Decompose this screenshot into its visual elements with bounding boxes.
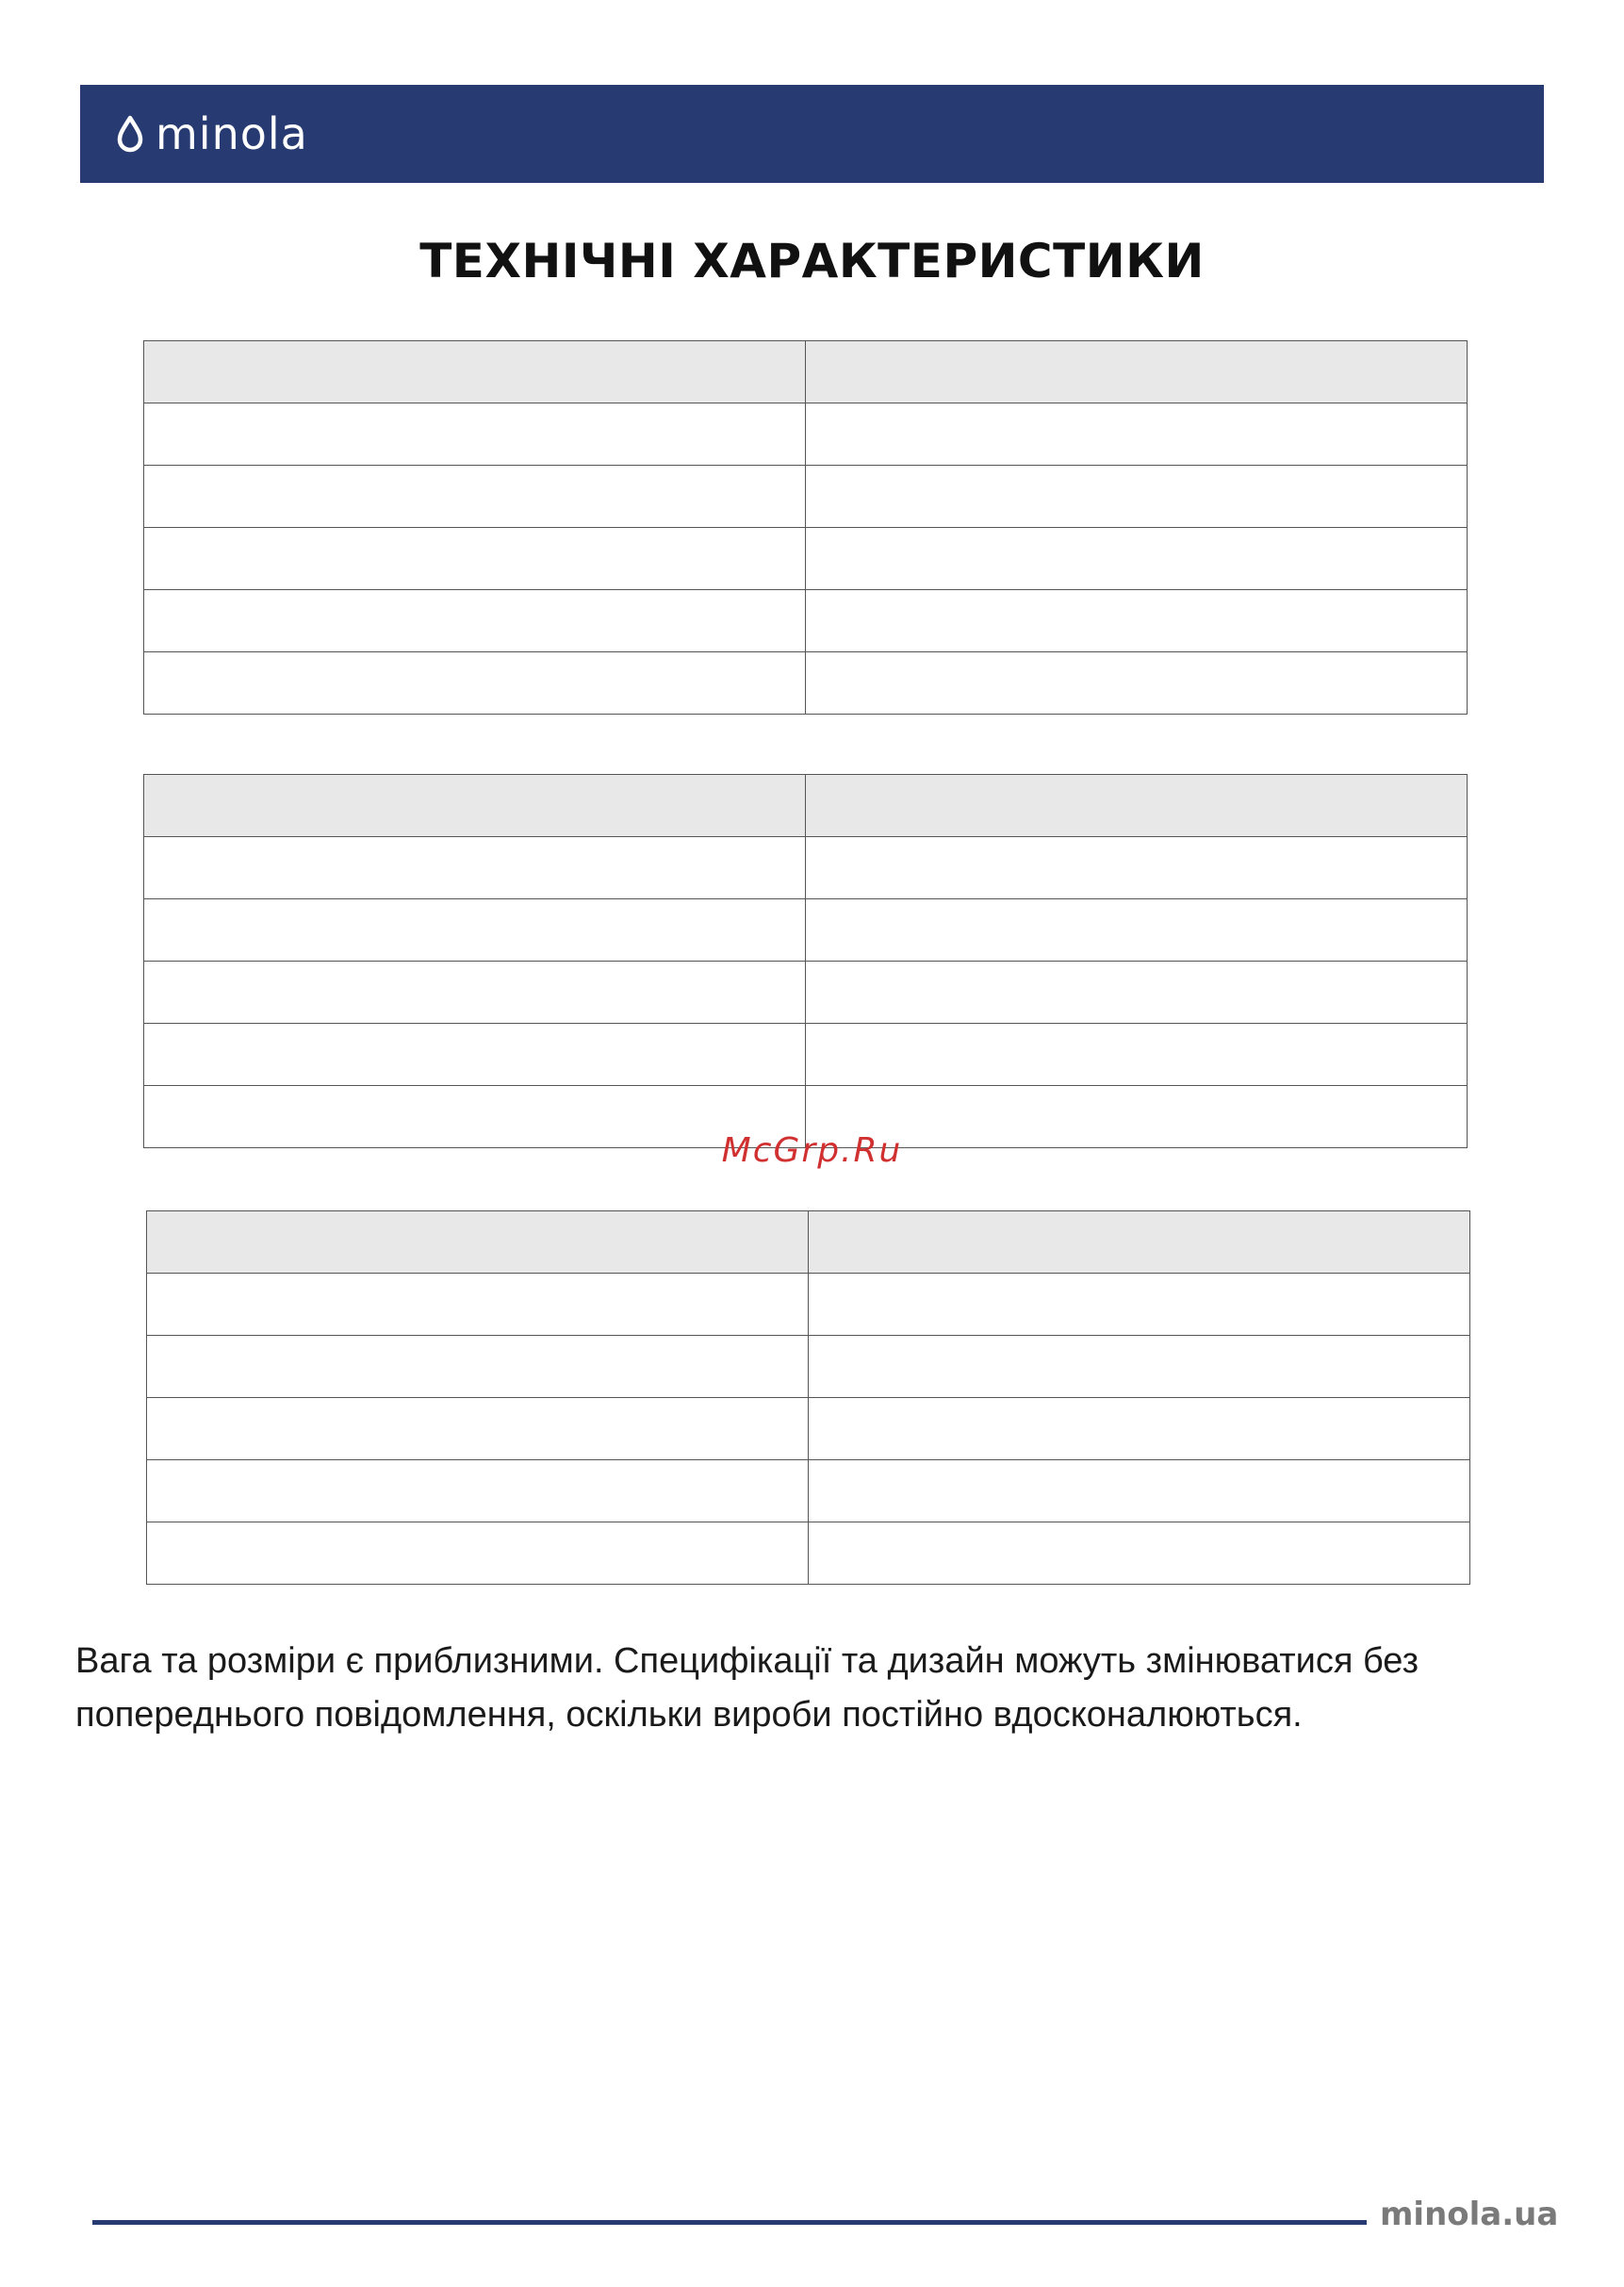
table-cell [147,1274,809,1336]
table-row [144,899,1468,962]
spec-table-1 [143,340,1468,715]
table-row [147,1460,1470,1522]
table-cell [806,590,1468,652]
drop-icon [116,115,144,153]
table-row [147,1398,1470,1460]
table-header-cell [147,1211,809,1274]
footer-divider [92,2220,1367,2225]
table-cell [809,1274,1470,1336]
table-cell [806,466,1468,528]
table-row [144,466,1468,528]
table-header-cell [144,775,806,837]
brand-name: minola [156,108,308,159]
table-cell [144,590,806,652]
table-cell [809,1460,1470,1522]
table-cell [806,528,1468,590]
table-header-cell [806,341,1468,403]
table-row [144,403,1468,466]
table-cell [806,899,1468,962]
table-header-cell [806,775,1468,837]
table-header-cell [144,341,806,403]
table-cell [806,962,1468,1024]
spec-table-3 [146,1210,1470,1585]
table-header-row [144,775,1468,837]
table-cell [147,1336,809,1398]
table-row [144,528,1468,590]
table-row [144,962,1468,1024]
table-header-row [144,341,1468,403]
spec-table-2 [143,774,1468,1148]
table-row [144,1024,1468,1086]
brand-logo [116,108,308,159]
header-band [80,85,1544,183]
table-row [147,1336,1470,1398]
table-cell [809,1336,1470,1398]
footer-website: minola.ua [1380,2196,1559,2233]
watermark: McGrp.Ru [721,1131,903,1170]
table-row [144,590,1468,652]
table-cell [144,899,806,962]
table-cell [144,1024,806,1086]
table-cell [144,528,806,590]
table-row [147,1522,1470,1585]
table-cell [144,466,806,528]
page-title: ТЕХНІЧНІ ХАРАКТЕРИСТИКИ [419,234,1205,288]
table-cell [806,403,1468,466]
table-cell [809,1522,1470,1585]
table-cell [809,1398,1470,1460]
table-cell [144,962,806,1024]
table-header-cell [809,1211,1470,1274]
table-cell [806,1024,1468,1086]
table-cell [144,403,806,466]
table-cell [806,652,1468,715]
disclaimer-note: Вага та розміри є приблизними. Специфікації та дизайн можуть змінюватися без попереднього повідомлення, оскільки вироби постійно вдосконалюються. [75,1641,1419,1735]
table-cell [144,652,806,715]
table-row [144,837,1468,899]
table-header-row [147,1211,1470,1274]
table-cell [147,1460,809,1522]
table-row [147,1274,1470,1336]
table-cell [806,837,1468,899]
table-cell [147,1522,809,1585]
table-cell [144,837,806,899]
table-cell [147,1398,809,1460]
table-row [144,652,1468,715]
